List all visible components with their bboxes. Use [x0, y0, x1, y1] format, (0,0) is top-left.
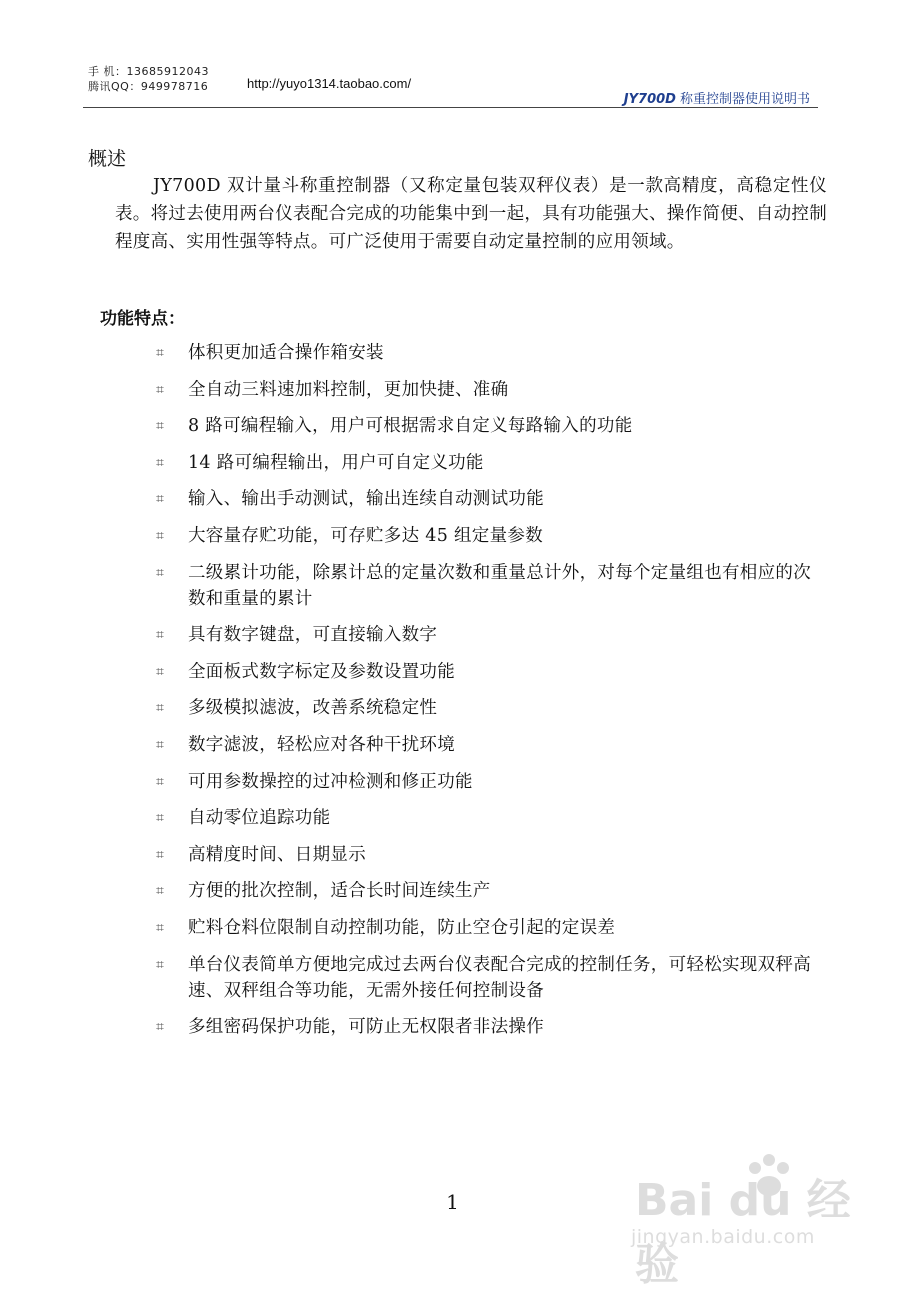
feature-text: 8 路可编程输入，用户可根据需求自定义每路输入的功能 — [188, 416, 633, 437]
feature-text: 全自动三料速加料控制，更加快捷、准确 — [188, 379, 509, 400]
model-name: JY700D — [623, 92, 676, 107]
bullet-icon: ⌗ — [156, 491, 165, 508]
feature-text: 自动零位追踪功能 — [188, 808, 331, 829]
feature-text: 多组密码保护功能，可防止无权限者非法操作 — [188, 1017, 544, 1038]
feature-text: 输入、输出手动测试，输出连续自动测试功能 — [188, 489, 544, 510]
feature-text: 全面板式数字标定及参数设置功能 — [188, 661, 455, 682]
feature-text: 多级模拟滤波，改善系统稳定性 — [188, 698, 438, 719]
document-name: 称重控制器使用说明书 — [679, 92, 810, 107]
feature-text: 方便的批次控制，适合长时间连续生产 — [188, 881, 491, 902]
feature-text: 可用参数操控的过冲检测和修正功能 — [188, 771, 473, 792]
feature-item — [156, 377, 821, 403]
bullet-icon: ⌗ — [156, 564, 165, 581]
phone-number: 手 机：13685912043 — [88, 65, 209, 78]
bullet-icon: ⌗ — [156, 773, 165, 790]
bullet-icon: ⌗ — [156, 418, 165, 435]
feature-text: 体积更加适合操作箱安装 — [188, 343, 384, 363]
bullet-icon: ⌗ — [156, 454, 165, 471]
feature-text: 数字滤波，轻松应对各种干扰环境 — [188, 734, 455, 755]
feature-text: 14 路可编程输出，用户可自定义功能 — [188, 452, 484, 473]
shop-url[interactable]: http://yuyo1314.taobao.com/ — [247, 76, 412, 91]
header-divider — [83, 107, 818, 108]
bullet-icon: ⌗ — [156, 736, 165, 753]
feature-item — [156, 486, 821, 512]
bullet-icon: ⌗ — [156, 663, 165, 680]
bullet-icon: ⌗ — [156, 1019, 165, 1036]
bullet-icon: ⌗ — [156, 627, 165, 644]
paw-icon — [741, 1150, 797, 1206]
features-heading: 功能特点： — [100, 309, 185, 329]
baidu-watermark — [625, 1150, 865, 1290]
feature-text: 二级累计功能，除累计总的定量次数和重量总计外，对每个定量组也有相应的次数和重量的累计 — [188, 562, 811, 609]
feature-text: 高精度时间、日期显示 — [188, 844, 366, 865]
feature-text: 贮料仓料位限制自动控制功能，防止空仓引起的定误差 — [188, 917, 616, 938]
bullet-icon: ⌗ — [156, 810, 165, 827]
feature-item — [156, 523, 821, 549]
watermark-logo: Bai du 经验 — [635, 1175, 851, 1290]
feature-text: 大容量存贮功能，可存贮多达 45 组定量参数 — [188, 525, 543, 546]
feature-item — [156, 842, 821, 868]
feature-item — [156, 769, 821, 795]
bullet-icon: ⌗ — [156, 919, 165, 936]
feature-text: 单台仪表简单方便地完成过去两台仪表配合完成的控制任务，可轻松实现双秤高速、双秤组合等功能，无需外接任何控制设备 — [188, 954, 811, 1001]
bullet-icon: ⌗ — [156, 883, 165, 900]
bullet-icon: ⌗ — [156, 345, 165, 361]
bullet-icon: ⌗ — [156, 381, 165, 398]
feature-item — [156, 878, 821, 904]
feature-item — [156, 915, 821, 941]
feature-text: 具有数字键盘，可直接输入数字 — [188, 625, 438, 646]
feature-item — [156, 659, 821, 685]
feature-item — [156, 1014, 821, 1040]
feature-item — [156, 340, 821, 366]
document-title — [624, 88, 810, 107]
feature-item — [156, 622, 821, 648]
overview-paragraph: JY700D 双计量斗称重控制器（又称定量包装双秤仪表）是一款高精度，高稳定性仪表。将过去使用两台仪表配合完成的功能集中到一起，具有功能强大、操作简便、自动控制程度高、实用性强等特点。可广泛使用于需要自动定量控制的应用领域。 — [115, 176, 827, 252]
feature-item — [156, 695, 821, 721]
overview-heading: 概述 — [88, 148, 127, 170]
feature-item — [156, 413, 821, 439]
feature-item — [156, 805, 821, 831]
page-number: 1 — [446, 1190, 459, 1214]
bullet-icon: ⌗ — [156, 700, 165, 717]
features-list — [156, 340, 821, 1051]
watermark-domain: jingyan.baidu.com — [631, 1226, 815, 1248]
feature-item — [156, 560, 821, 612]
qq-number: 腾讯QQ：949978716 — [88, 80, 209, 93]
feature-item — [156, 732, 821, 758]
contact-info — [88, 64, 209, 94]
feature-item — [156, 952, 821, 1004]
bullet-icon: ⌗ — [156, 527, 165, 544]
bullet-icon: ⌗ — [156, 846, 165, 863]
page-header — [0, 0, 905, 112]
bullet-icon: ⌗ — [156, 956, 165, 973]
feature-item — [156, 450, 821, 476]
